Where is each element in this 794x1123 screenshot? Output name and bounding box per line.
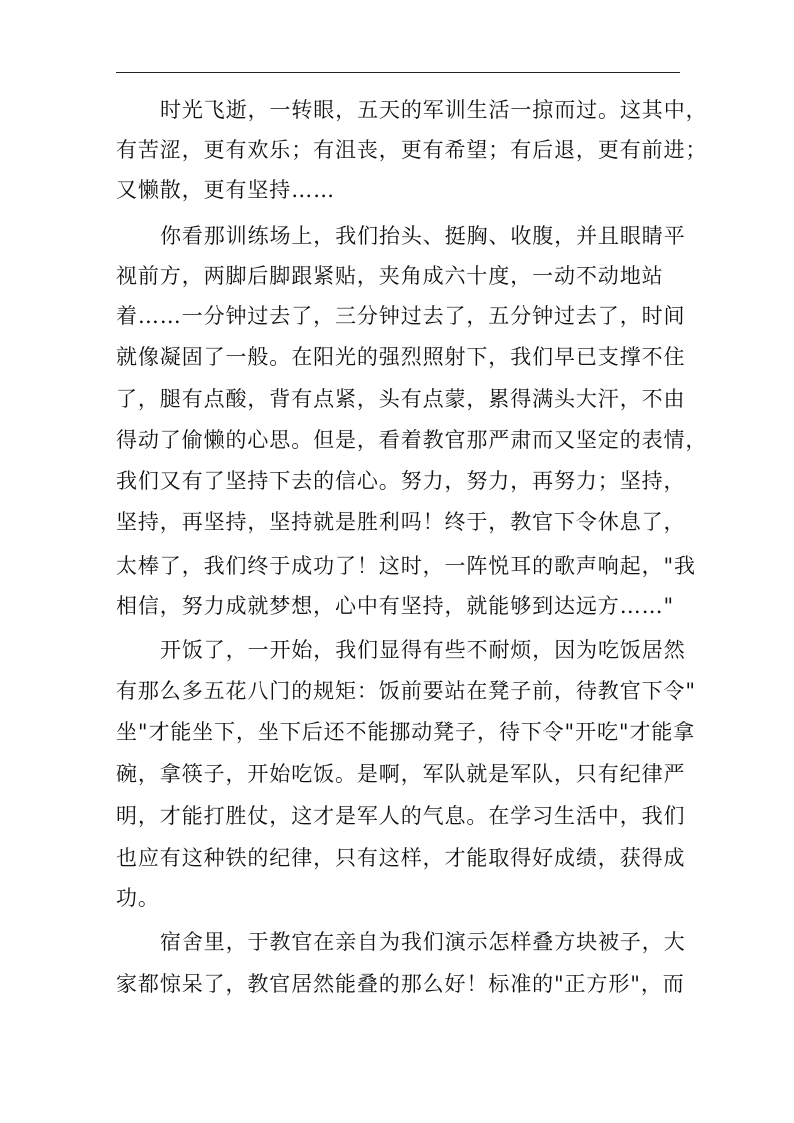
- essay-line: 开饭了，一开始，我们显得有些不耐烦，因为吃饭居然: [160, 638, 686, 662]
- essay-line: 明，才能打胜仗，这才是军人的气息。在学习生活中，我们: [116, 804, 686, 828]
- essay-line: 了，腿有点酸，背有点紧，头有点蒙，累得满头大汗，不由: [116, 387, 686, 411]
- essay-line: 也应有这种铁的纪律，只有这样，才能取得好成绩，获得成: [116, 846, 686, 870]
- essay-line: 宿舍里，于教官在亲自为我们演示怎样叠方块被子，大: [160, 930, 686, 954]
- essay-line: 有那么多五花八门的规矩：饭前要站在凳子前，待教官下令": [116, 679, 696, 703]
- essay-line: 着……一分钟过去了，三分钟过去了，五分钟过去了，时间: [116, 304, 686, 328]
- essay-line: 太棒了，我们终于成功了！这时，一阵悦耳的歌声响起，"我: [116, 554, 696, 578]
- essay-line: 视前方，两脚后脚跟紧贴，夹角成六十度，一动不动地站: [116, 264, 664, 288]
- essay-line: 家都惊呆了，教官居然能叠的那么好！标准的"正方形"，而: [116, 972, 685, 996]
- header-rule: [116, 72, 680, 73]
- essay-line: 你看那训练场上，我们抬头、挺胸、收腹，并且眼睛平: [160, 224, 686, 248]
- essay-line: 功。: [116, 886, 160, 910]
- essay-line: 又懒散，更有坚持……: [116, 178, 335, 202]
- essay-line: 得动了偷懒的心思。但是，看着教官那严肃而又坚定的表情，: [116, 428, 708, 452]
- essay-line: 就像凝固了一般。在阳光的强烈照射下，我们早已支撑不住: [116, 345, 686, 369]
- essay-line: 碗，拿筷子，开始吃饭。是啊，军队就是军队，只有纪律严: [116, 762, 686, 786]
- essay-line: 有苦涩，更有欢乐；有沮丧，更有希望；有后退，更有前进；: [116, 138, 708, 162]
- essay-line: 坚持，再坚持，坚持就是胜利吗！终于，教官下令休息了，: [116, 510, 686, 534]
- essay-line: 时光飞逝，一转眼，五天的军训生活一掠而过。这其中，: [160, 98, 708, 122]
- essay-line: 相信，努力成就梦想，心中有坚持，就能够到达远方……": [116, 594, 675, 618]
- essay-line: 我们又有了坚持下去的信心。努力，努力，再努力；坚持，: [116, 469, 686, 493]
- essay-line: 坐"才能坐下，坐下后还不能挪动凳子，待下令"开吃"才能拿: [116, 720, 696, 744]
